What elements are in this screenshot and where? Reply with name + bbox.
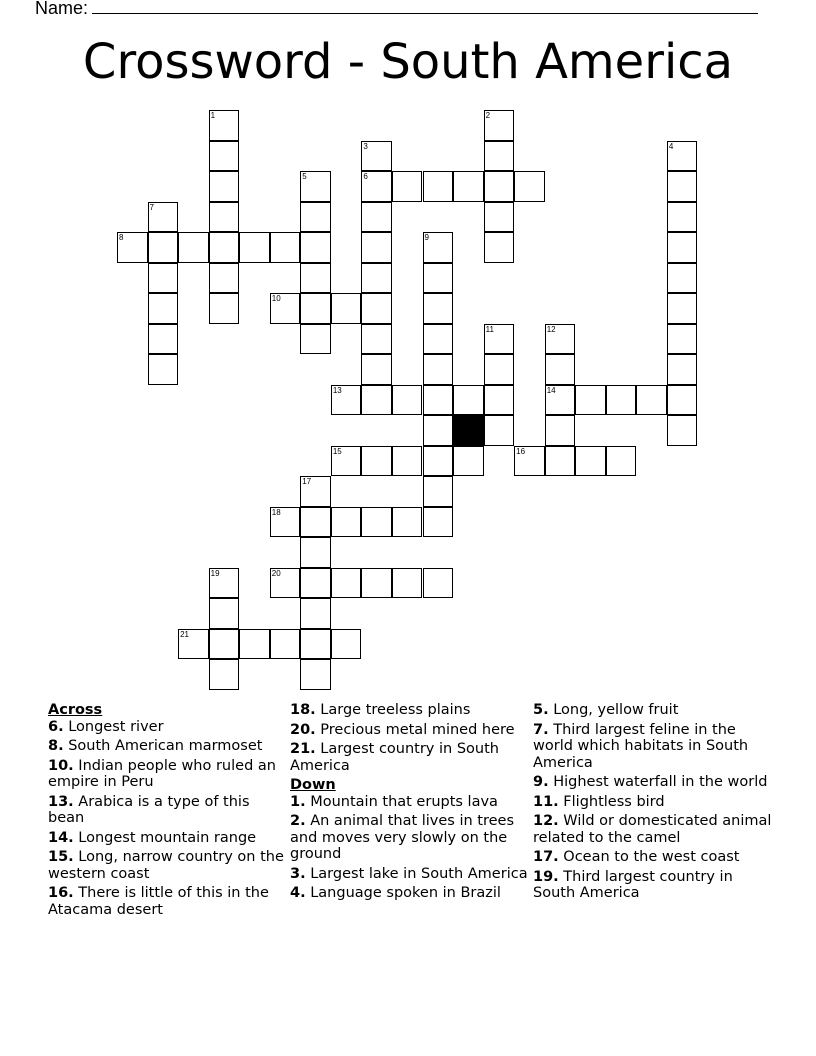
clue-number: 10. — [48, 757, 74, 774]
grid-cell[interactable] — [361, 507, 392, 538]
clue-item — [290, 885, 530, 902]
clue-text: Third largest feline in the world which habitats in South America — [533, 721, 749, 771]
grid-cell[interactable] — [606, 385, 637, 416]
cell-number: 15 — [332, 446, 342, 456]
clue-item — [533, 813, 773, 846]
clue-text: Long, narrow country on the western coast — [48, 849, 284, 882]
grid-cell[interactable] — [300, 171, 331, 202]
cell-number: 10 — [271, 294, 281, 303]
clue-number: 7. — [533, 721, 549, 738]
clue-item — [48, 719, 288, 736]
cell-number: 11 — [485, 324, 494, 334]
black-cell — [453, 415, 484, 446]
clue-item — [290, 741, 530, 774]
clue-number: 11. — [533, 793, 559, 810]
grid-cell[interactable] — [178, 629, 209, 660]
grid-cell[interactable] — [117, 232, 148, 263]
grid-cell[interactable] — [209, 202, 240, 233]
grid-cell[interactable] — [361, 324, 392, 355]
grid-cell[interactable] — [331, 293, 362, 324]
grid-cell[interactable] — [361, 354, 392, 385]
grid-cell[interactable] — [331, 446, 362, 477]
clue-number: 2. — [290, 813, 306, 829]
grid-cell[interactable] — [392, 385, 423, 416]
clue-item — [533, 702, 773, 719]
grid-cell[interactable] — [300, 324, 331, 355]
clue-number: 14. — [48, 829, 74, 846]
clue-number: 18. — [290, 702, 316, 718]
grid-cell[interactable] — [423, 507, 454, 538]
grid-cell[interactable] — [636, 385, 667, 416]
grid-cell[interactable] — [270, 507, 301, 538]
grid-cell[interactable] — [423, 171, 454, 202]
clue-text: Largest lake in South America — [310, 865, 528, 882]
clue-item — [48, 794, 288, 827]
grid-cell[interactable] — [453, 385, 484, 416]
clue-text: Highest waterfall in the world — [553, 774, 768, 790]
clue-text: There is little of this in the Atacama desert — [48, 885, 269, 918]
grid-cell[interactable] — [392, 171, 423, 202]
grid-cell[interactable] — [453, 446, 484, 477]
clue-item — [290, 813, 530, 863]
cell-number: 17 — [302, 477, 312, 486]
grid-cell[interactable] — [667, 232, 698, 263]
grid-cell[interactable] — [392, 507, 423, 538]
clue-text: Ocean to the west coast — [563, 849, 740, 865]
crossword-grid — [117, 110, 729, 710]
grid-cell[interactable] — [423, 324, 454, 355]
grid-cell[interactable] — [270, 568, 301, 599]
clue-number: 5. — [533, 702, 549, 718]
grid-cell[interactable] — [606, 446, 637, 477]
page-title: Crossword - South America — [82, 34, 734, 90]
clue-item — [48, 738, 288, 755]
grid-cell[interactable] — [300, 202, 331, 233]
grid-cell[interactable] — [209, 629, 240, 660]
grid-cell[interactable] — [667, 385, 698, 416]
clue-text: Precious metal mined here — [320, 721, 515, 738]
grid-cell[interactable] — [575, 385, 606, 416]
clues-column-2 — [290, 702, 530, 905]
grid-cell[interactable] — [209, 598, 240, 629]
grid-cell[interactable] — [361, 263, 392, 294]
clue-number: 16. — [48, 885, 74, 901]
clue-text: South American marmoset — [68, 738, 263, 754]
grid-cell[interactable] — [300, 598, 331, 629]
grid-cell[interactable] — [667, 293, 698, 324]
grid-cell[interactable] — [423, 232, 454, 263]
grid-cell[interactable] — [453, 171, 484, 202]
clue-text: Mountain that erupts lava — [310, 793, 498, 810]
grid-cell[interactable] — [423, 385, 454, 416]
grid-cell[interactable] — [148, 263, 179, 294]
grid-cell[interactable] — [209, 110, 240, 141]
grid-cell[interactable] — [209, 293, 240, 324]
grid-cell[interactable] — [300, 507, 331, 538]
grid-cell[interactable] — [148, 354, 179, 385]
cell-number: 13 — [332, 385, 342, 395]
clue-item — [48, 885, 288, 918]
clues-column-1 — [48, 702, 288, 921]
cell-number: 4 — [668, 141, 674, 151]
grid-cell[interactable] — [209, 568, 240, 599]
grid-cell[interactable] — [300, 263, 331, 294]
clue-text: Largest country in South America — [290, 741, 499, 774]
clue-item — [533, 869, 773, 902]
clue-text: Third largest country in South America — [533, 868, 733, 901]
grid-cell[interactable] — [575, 446, 606, 477]
cell-number: 7 — [149, 202, 154, 212]
cell-number: 6 — [363, 172, 368, 181]
name-field[interactable] — [35, 0, 758, 19]
grid-cell[interactable] — [300, 232, 331, 263]
grid-cell[interactable] — [484, 415, 515, 446]
cell-number: 21 — [180, 629, 189, 639]
clue-text: Arabica is a type of this bean — [48, 793, 250, 826]
clue-text: Large treeless plains — [320, 702, 471, 718]
clue-item — [48, 849, 288, 882]
grid-cell[interactable] — [423, 354, 454, 385]
grid-cell[interactable] — [300, 476, 331, 507]
cell-number: 20 — [271, 568, 281, 578]
grid-cell[interactable] — [300, 293, 331, 324]
grid-cell[interactable] — [361, 202, 392, 233]
grid-cell[interactable] — [331, 568, 362, 599]
clue-number: 19. — [533, 868, 559, 885]
grid-cell[interactable] — [514, 171, 545, 202]
clue-item — [533, 722, 773, 772]
grid-cell[interactable] — [667, 415, 698, 446]
grid-cell[interactable] — [484, 171, 515, 202]
grid-cell[interactable] — [667, 263, 698, 294]
grid-cell[interactable] — [423, 415, 454, 446]
clue-item — [48, 758, 288, 791]
grid-cell[interactable] — [545, 324, 576, 355]
grid-cell[interactable] — [484, 385, 515, 416]
clue-item — [290, 866, 530, 883]
cell-number: 2 — [485, 111, 491, 120]
grid-cell[interactable] — [361, 293, 392, 324]
grid-cell[interactable] — [209, 659, 240, 690]
grid-cell[interactable] — [331, 629, 362, 660]
grid-cell[interactable] — [239, 629, 270, 660]
grid-cell[interactable] — [361, 385, 392, 416]
down-heading: Down — [290, 777, 336, 793]
grid-cell[interactable] — [270, 629, 301, 660]
clue-number: 1. — [290, 793, 306, 810]
clue-item — [290, 702, 530, 719]
clue-text: Flightless bird — [563, 793, 665, 810]
clue-text: Long, yellow fruit — [553, 702, 679, 718]
cell-number: 9 — [424, 233, 429, 242]
grid-cell[interactable] — [178, 232, 209, 263]
grid-cell[interactable] — [270, 232, 301, 263]
grid-cell[interactable] — [148, 324, 179, 355]
clue-number: 9. — [533, 774, 549, 790]
grid-cell[interactable] — [423, 263, 454, 294]
cell-number: 8 — [119, 233, 124, 242]
clue-number: 8. — [48, 738, 64, 754]
grid-cell[interactable] — [361, 568, 392, 599]
clue-text: Longest mountain range — [78, 829, 257, 846]
grid-cell[interactable] — [423, 476, 454, 507]
clue-number: 15. — [48, 849, 74, 865]
cell-number: 16 — [516, 446, 526, 456]
clue-item — [290, 722, 530, 739]
clue-text: An animal that lives in trees and moves very slowly on the ground — [290, 813, 515, 862]
cell-number: 14 — [546, 385, 556, 395]
grid-cell[interactable] — [484, 110, 515, 141]
cell-number: 18 — [271, 507, 281, 517]
clue-number: 12. — [533, 813, 559, 829]
grid-cell[interactable] — [484, 232, 515, 263]
grid-cell[interactable] — [331, 385, 362, 416]
clue-item — [48, 830, 288, 847]
clue-item — [533, 849, 773, 866]
grid-cell[interactable] — [392, 446, 423, 477]
grid-cell[interactable] — [270, 293, 301, 324]
grid-cell[interactable] — [423, 446, 454, 477]
grid-cell[interactable] — [300, 659, 331, 690]
grid-cell[interactable] — [361, 446, 392, 477]
clue-number: 4. — [290, 885, 306, 901]
cell-number: 1 — [210, 111, 216, 120]
clues-column-3 — [533, 702, 773, 905]
cell-number: 19 — [210, 568, 220, 578]
cell-number: 3 — [363, 141, 368, 151]
grid-cell[interactable] — [667, 324, 698, 355]
grid-cell[interactable] — [545, 446, 576, 477]
grid-cell[interactable] — [300, 629, 331, 660]
grid-cell[interactable] — [667, 141, 698, 172]
grid-cell[interactable] — [484, 324, 515, 355]
clue-number: 6. — [48, 718, 64, 735]
grid-cell[interactable] — [392, 568, 423, 599]
grid-cell[interactable] — [300, 568, 331, 599]
clue-text: Indian people who ruled an empire in Peru — [48, 757, 276, 790]
grid-cell[interactable] — [300, 537, 331, 568]
grid-cell[interactable] — [331, 507, 362, 538]
clue-number: 13. — [48, 793, 74, 810]
grid-cell[interactable] — [667, 354, 698, 385]
grid-cell[interactable] — [148, 232, 179, 263]
clue-text: Wild or domesticated animal related to the camel — [533, 813, 772, 846]
across-heading: Across — [48, 702, 103, 718]
grid-cell[interactable] — [423, 568, 454, 599]
grid-cell[interactable] — [239, 232, 270, 263]
cell-number: 12 — [546, 324, 556, 334]
grid-cell[interactable] — [545, 354, 576, 385]
grid-cell[interactable] — [484, 141, 515, 172]
cell-number: 5 — [302, 172, 307, 181]
clue-number: 3. — [290, 865, 306, 882]
grid-cell[interactable] — [361, 171, 392, 202]
grid-cell[interactable] — [209, 171, 240, 202]
grid-cell[interactable] — [361, 141, 392, 172]
grid-cell[interactable] — [423, 293, 454, 324]
grid-cell[interactable] — [667, 171, 698, 202]
grid-cell[interactable] — [148, 202, 179, 233]
clue-number: 17. — [533, 849, 559, 865]
grid-cell[interactable] — [361, 232, 392, 263]
grid-cell[interactable] — [209, 263, 240, 294]
clue-item — [290, 794, 530, 811]
clue-number: 21. — [290, 741, 316, 757]
grid-cell[interactable] — [209, 141, 240, 172]
grid-cell[interactable] — [209, 232, 240, 263]
clue-item — [533, 774, 773, 791]
name-underline[interactable] — [92, 0, 758, 14]
clue-item — [533, 794, 773, 811]
clue-text: Longest river — [68, 718, 164, 735]
name-label: Name: — [35, 0, 89, 18]
clue-number: 20. — [290, 721, 316, 738]
clue-text: Language spoken in Brazil — [310, 885, 501, 901]
grid-cell[interactable] — [545, 415, 576, 446]
grid-cell[interactable] — [514, 446, 545, 477]
grid-cell[interactable] — [545, 385, 576, 416]
grid-cell[interactable] — [148, 293, 179, 324]
grid-cell[interactable] — [484, 354, 515, 385]
grid-cell[interactable] — [667, 202, 698, 233]
grid-cell[interactable] — [484, 202, 515, 233]
